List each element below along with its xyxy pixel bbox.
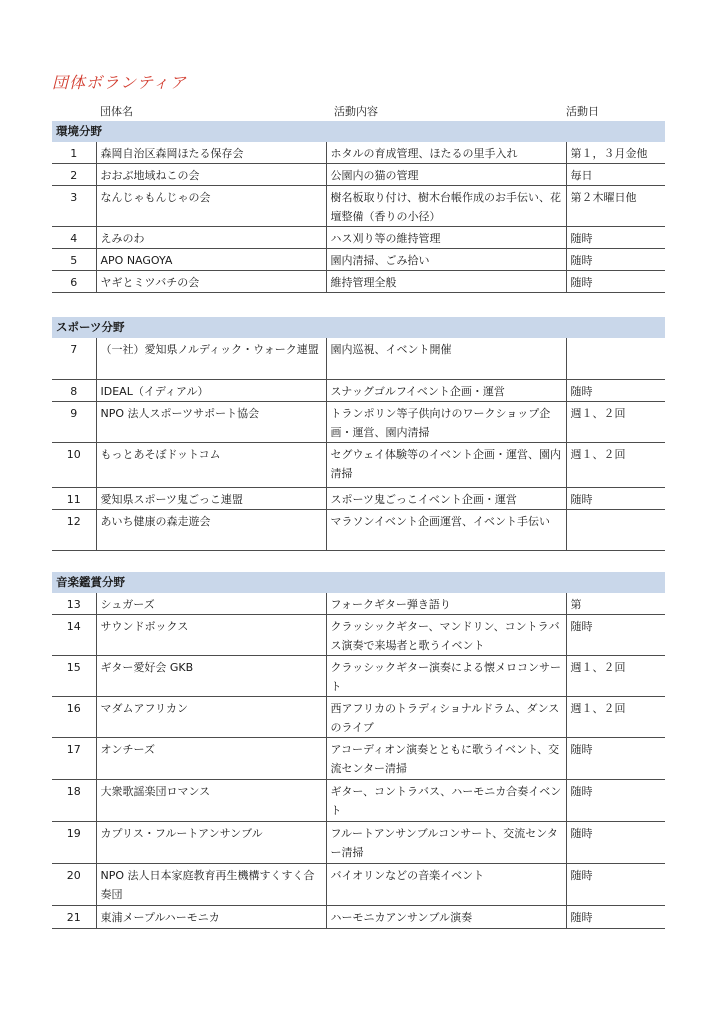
group-name: NPO 法人スポーツサポート協会 — [96, 401, 326, 442]
table-row — [52, 142, 665, 164]
row-number: 4 — [52, 227, 96, 249]
activity-description: 公園内の猫の管理 — [326, 164, 566, 186]
row-number: 11 — [52, 487, 96, 509]
activity-description: トランポリン等子供向けのワークショップ企画・運営、園内清掃 — [326, 401, 566, 442]
row-number: 17 — [52, 738, 96, 780]
table-row — [52, 822, 665, 864]
activity-day: 随時 — [566, 864, 665, 906]
table-row — [52, 271, 665, 293]
row-number: 15 — [52, 656, 96, 697]
row-number: 18 — [52, 780, 96, 822]
activity-description: ホタルの育成管理、ほたるの里手入れ — [326, 142, 566, 164]
group-name: 愛知県スポーツ鬼ごっこ連盟 — [96, 487, 326, 509]
table-row — [52, 656, 665, 697]
column-header-day: 活動日 — [566, 105, 599, 118]
row-number: 16 — [52, 697, 96, 738]
group-name: 東浦メープルハーモニカ — [96, 906, 326, 929]
activity-day — [566, 338, 665, 379]
row-number: 13 — [52, 593, 96, 615]
activity-day: 毎日 — [566, 164, 665, 186]
activity-day: 随時 — [566, 738, 665, 780]
activity-day: 随時 — [566, 227, 665, 249]
activity-description: セグウェイ体験等のイベント企画・運営、園内清掃 — [326, 442, 566, 487]
group-name: カプリス・フルートアンサンブル — [96, 822, 326, 864]
activity-description: スポーツ鬼ごっこイベント企画・運営 — [326, 487, 566, 509]
activity-day — [566, 509, 665, 550]
activity-day: 第２木曜日他 — [566, 186, 665, 227]
section-environment — [52, 121, 665, 293]
group-name: シュガーズ — [96, 593, 326, 615]
activity-description: 樹名板取り付け、樹木台帳作成のお手伝い、花壇整備（香りの小径） — [326, 186, 566, 227]
activity-description: 維持管理全般 — [326, 271, 566, 293]
page-title: 団体ボランティア — [52, 73, 187, 92]
table-row — [52, 593, 665, 615]
table-row — [52, 615, 665, 656]
activity-day: 随時 — [566, 487, 665, 509]
row-number: 1 — [52, 142, 96, 164]
group-name: なんじゃもんじゃの会 — [96, 186, 326, 227]
group-name: おおぶ地域ねこの会 — [96, 164, 326, 186]
table-row — [52, 401, 665, 442]
table-row — [52, 249, 665, 271]
table-row — [52, 442, 665, 487]
table-row — [52, 186, 665, 227]
column-header-activity: 活動内容 — [334, 105, 378, 118]
activity-description: フォークギター弾き語り — [326, 593, 566, 615]
table-row — [52, 864, 665, 906]
group-name: IDEAL（イディアル） — [96, 379, 326, 401]
table-row — [52, 164, 665, 186]
group-name: オンチーズ — [96, 738, 326, 780]
activity-day: 第 — [566, 593, 665, 615]
table-row — [52, 227, 665, 249]
activity-day: 随時 — [566, 822, 665, 864]
activity-day: 第１，３月金他 — [566, 142, 665, 164]
row-number: 10 — [52, 442, 96, 487]
group-name: 森岡自治区森岡ほたる保存会 — [96, 142, 326, 164]
row-number: 6 — [52, 271, 96, 293]
table-row — [52, 509, 665, 550]
group-name: APO NAGOYA — [96, 249, 326, 271]
group-name: 大衆歌謡楽団ロマンス — [96, 780, 326, 822]
group-table — [52, 142, 665, 293]
activity-description: クラッシックギター演奏による懐メロコンサート — [326, 656, 566, 697]
activity-description: 園内巡視、イベント開催 — [326, 338, 566, 379]
activity-description: フルートアンサンブルコンサート、交流センター清掃 — [326, 822, 566, 864]
activity-day: 週１、２回 — [566, 697, 665, 738]
row-number: 2 — [52, 164, 96, 186]
row-number: 21 — [52, 906, 96, 929]
row-number: 12 — [52, 509, 96, 550]
row-number: 5 — [52, 249, 96, 271]
table-row — [52, 738, 665, 780]
group-name: ギター愛好会 GKB — [96, 656, 326, 697]
activity-description: バイオリンなどの音楽イベント — [326, 864, 566, 906]
activity-description: マラソンイベント企画運営、イベント手伝い — [326, 509, 566, 550]
activity-description: ギター、コントラバス、ハーモニカ合奏イベント — [326, 780, 566, 822]
activity-day: 週１、２回 — [566, 401, 665, 442]
row-number: 9 — [52, 401, 96, 442]
activity-day: 週１、２回 — [566, 656, 665, 697]
group-name: ヤギとミツバチの会 — [96, 271, 326, 293]
group-table — [52, 338, 665, 551]
section-heading: 環境分野 — [52, 121, 665, 142]
activity-day: 随時 — [566, 271, 665, 293]
activity-day: 随時 — [566, 379, 665, 401]
activity-description: アコーディオン演奏とともに歌うイベント、交流センター清掃 — [326, 738, 566, 780]
group-name: あいち健康の森走遊会 — [96, 509, 326, 550]
activity-description: スナッグゴルフイベント企画・運営 — [326, 379, 566, 401]
activity-day: 随時 — [566, 906, 665, 929]
activity-description: クラッシックギター、マンドリン、コントラバス演奏で来場者と歌うイベント — [326, 615, 566, 656]
table-row — [52, 338, 665, 379]
column-header-name: 団体名 — [100, 105, 133, 118]
table-row — [52, 487, 665, 509]
group-name: NPO 法人日本家庭教育再生機構すくすく合奏団 — [96, 864, 326, 906]
row-number: 7 — [52, 338, 96, 379]
section-sports — [52, 317, 665, 551]
group-name: サウンドボックス — [96, 615, 326, 656]
table-row — [52, 906, 665, 929]
row-number: 8 — [52, 379, 96, 401]
activity-day: 週１、２回 — [566, 442, 665, 487]
row-number: 19 — [52, 822, 96, 864]
activity-day: 随時 — [566, 615, 665, 656]
group-name: （一社）愛知県ノルディック・ウォーク連盟 — [96, 338, 326, 379]
row-number: 3 — [52, 186, 96, 227]
table-row — [52, 379, 665, 401]
activity-description: ハス刈り等の維持管理 — [326, 227, 566, 249]
section-music — [52, 572, 665, 929]
group-name: もっとあそぼドットコム — [96, 442, 326, 487]
activity-description: ハーモニカアンサンブル演奏 — [326, 906, 566, 929]
table-row — [52, 697, 665, 738]
section-heading: 音楽鑑賞分野 — [52, 572, 665, 593]
activity-description: 園内清掃、ごみ拾い — [326, 249, 566, 271]
activity-day: 随時 — [566, 249, 665, 271]
row-number: 14 — [52, 615, 96, 656]
group-name: えみのわ — [96, 227, 326, 249]
activity-day: 随時 — [566, 780, 665, 822]
activity-description: 西アフリカのトラディショナルドラム、ダンスのライブ — [326, 697, 566, 738]
table-row — [52, 780, 665, 822]
group-table — [52, 593, 665, 929]
section-heading: スポーツ分野 — [52, 317, 665, 338]
row-number: 20 — [52, 864, 96, 906]
group-name: マダムアフリカン — [96, 697, 326, 738]
